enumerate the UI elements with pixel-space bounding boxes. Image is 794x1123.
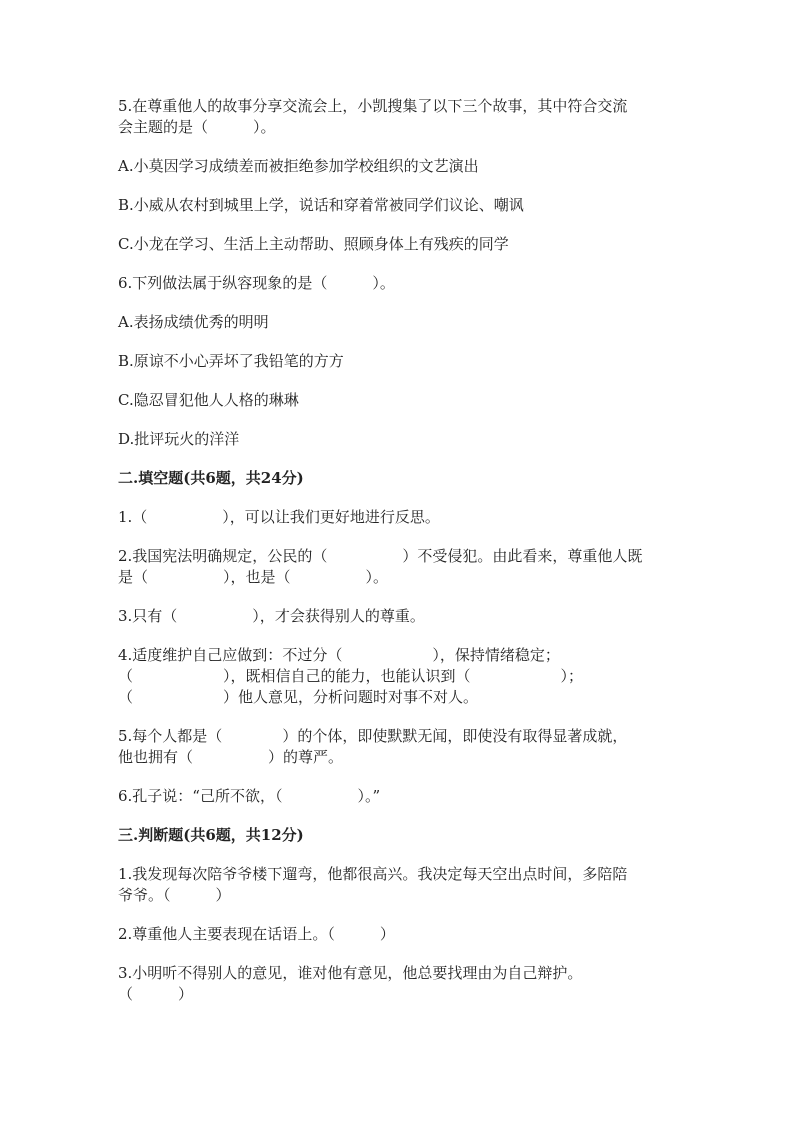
question-text: 3.小明听不得别人的意见，谁对他有意见，他总要找理由为自己辩护。 xyxy=(118,964,583,982)
option-b xyxy=(118,351,678,372)
question-text: 5.每个人都是（ ）的个体，即使默默无闻，即使没有取得显著成就， xyxy=(118,727,628,745)
option-text: D.批评玩火的洋洋 xyxy=(118,430,240,448)
question-text: 2.尊重他人主要表现在话语上。（ ） xyxy=(118,925,395,943)
option-text: A.表扬成绩优秀的明明 xyxy=(118,313,269,331)
question-text: 5.在尊重他人的故事分享交流会上，小凯搜集了以下三个故事，其中符合交流 xyxy=(118,97,628,115)
question-5 xyxy=(118,96,678,138)
option-c xyxy=(118,234,678,255)
option-b xyxy=(118,195,678,216)
section-2-heading xyxy=(118,468,678,489)
question-text: 会主题的是（ ）。 xyxy=(118,118,276,136)
option-text: B.原谅不小心弄坏了我铅笔的方方 xyxy=(118,352,344,370)
question-text: 他也拥有（ ）的尊严。 xyxy=(118,748,344,766)
fill-question-5 xyxy=(118,726,678,768)
question-text: 4.适度维护自己应做到：不过分（ ），保持情绪稳定； xyxy=(118,646,560,664)
question-text: 1.我发现每次陪爷爷楼下遛弯，他都很高兴。我决定每天空出点时间，多陪陪 xyxy=(118,865,628,883)
question-text: 3.只有（ ），才会获得别人的尊重。 xyxy=(118,607,425,625)
question-text: 1.（ ），可以让我们更好地进行反思。 xyxy=(118,508,440,526)
fill-question-1 xyxy=(118,507,678,528)
section-title: 二.填空题(共6题，共24分) xyxy=(118,469,304,487)
fill-question-2 xyxy=(118,546,678,588)
option-a xyxy=(118,312,678,333)
question-6 xyxy=(118,273,678,294)
judge-question-2 xyxy=(118,924,678,945)
judge-question-3 xyxy=(118,963,678,1005)
question-text: 是（ ），也是（ ）。 xyxy=(118,568,389,586)
question-text: 爷爷。（ ） xyxy=(118,886,231,904)
question-text: 6.孔子说：“己所不欲，（ ）。” xyxy=(118,787,381,805)
question-text: 6.下列做法属于纵容现象的是（ ）。 xyxy=(118,274,395,292)
question-text: （ ）他人意见，分析问题时对事不对人。 xyxy=(118,688,479,706)
fill-question-6 xyxy=(118,786,678,807)
question-text: 2.我国宪法明确规定，公民的（ ）不受侵犯。由此看来，尊重他人既 xyxy=(118,547,643,565)
option-text: B.小威从农村到城里上学，说话和穿着常被同学们议论、嘲讽 xyxy=(118,196,524,214)
option-text: C.隐忍冒犯他人人格的琳琳 xyxy=(118,391,299,409)
question-text: （ ） xyxy=(118,985,194,1003)
question-text: （ ），既相信自己的能力，也能认识到（ ）； xyxy=(118,667,584,685)
section-3-heading xyxy=(118,825,678,846)
fill-question-3 xyxy=(118,606,678,627)
option-a xyxy=(118,156,678,177)
option-text: C.小龙在学习、生活上主动帮助、照顾身体上有残疾的同学 xyxy=(118,235,509,253)
option-d xyxy=(118,429,678,450)
option-text: A.小莫因学习成绩差而被拒绝参加学校组织的文艺演出 xyxy=(118,157,479,175)
worksheet-page xyxy=(118,96,678,1023)
option-c xyxy=(118,390,678,411)
section-title: 三.判断题(共6题，共12分) xyxy=(118,826,304,844)
judge-question-1 xyxy=(118,864,678,906)
fill-question-4 xyxy=(118,645,678,708)
